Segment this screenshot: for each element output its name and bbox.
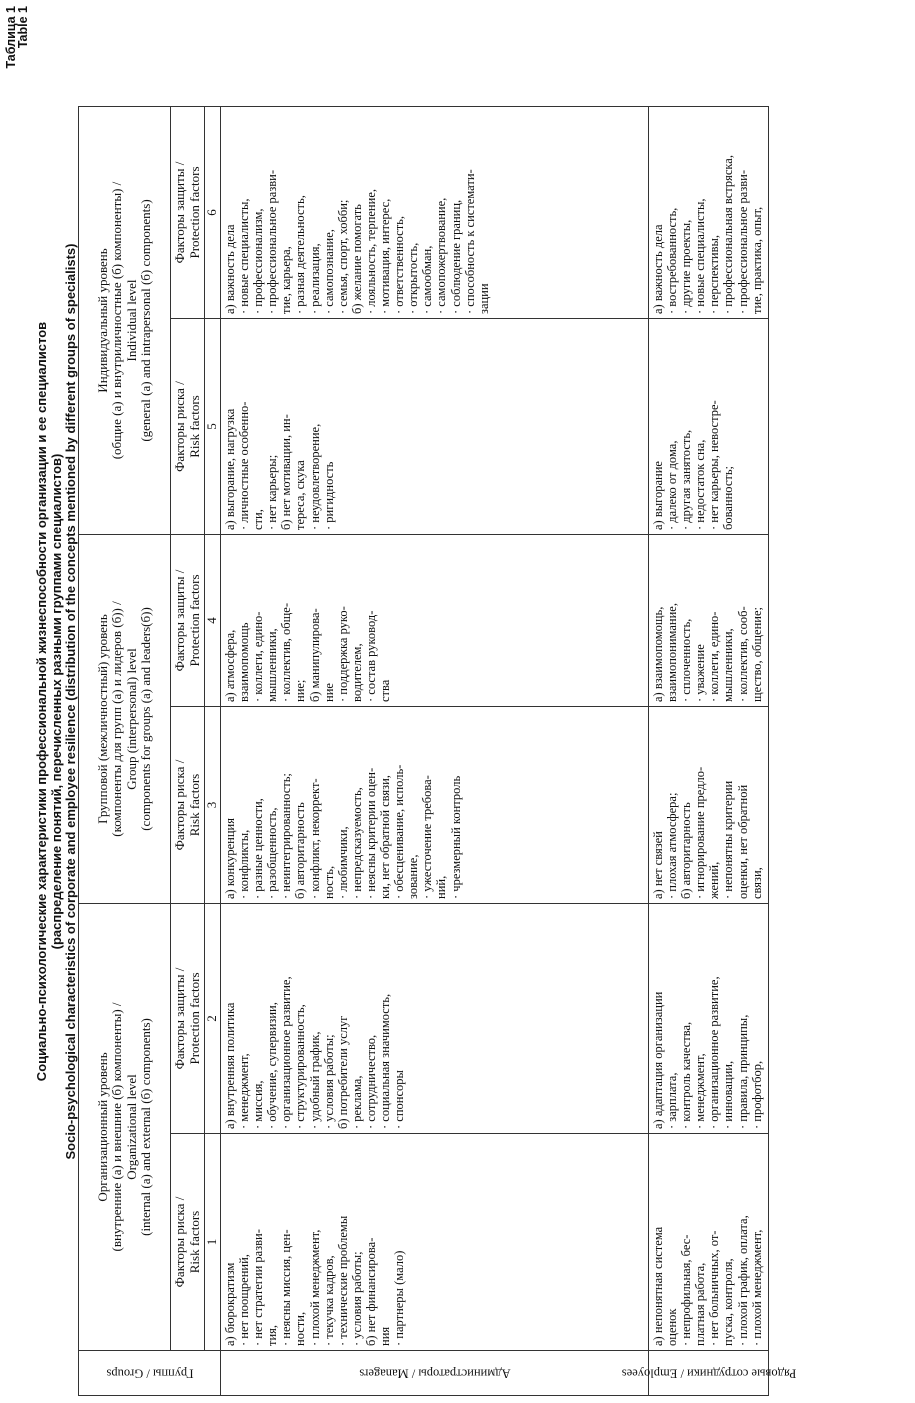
cell-line: · состав руковод-: [363, 610, 378, 702]
employees-col-6: [649, 107, 769, 319]
cell-line: тереса, скука: [293, 460, 308, 530]
cell-line: ние: [321, 683, 336, 702]
cell-line: ния: [378, 1326, 393, 1346]
cell-line: · неясны критерии оцен-: [363, 767, 378, 899]
cell-line: · удобный график,: [307, 1031, 322, 1129]
cell-line: б) авторитарность: [679, 802, 694, 899]
cell-line: · самообман,: [420, 245, 435, 314]
cell-line: · востребованность,: [665, 207, 680, 314]
cell-line: б) манипулирова-: [307, 608, 322, 702]
column-number: 6: [205, 107, 221, 319]
organizational-level-header: Организационный уровень (внутренние (а) и внешние (б) компоненты) / Organizational level (internal (a) and external (б) components): [79, 904, 171, 1351]
cell-line: · перспективы,: [707, 234, 722, 314]
managers-col-3: [221, 707, 649, 904]
cell-line: · способность к системати-: [462, 169, 477, 314]
cell-line: взаимопомощь: [237, 622, 252, 702]
cell-line: · неясны миссия, цен-: [279, 1229, 294, 1346]
cell-line: а) взаимопомощь,: [651, 606, 665, 702]
cell-line: · профессионализм,: [251, 208, 266, 314]
cell-line: связи,: [749, 867, 764, 899]
risk-factors-header-1: Факторы риска / Risk factors: [171, 1134, 205, 1351]
cell-line: · коллеги, едино-: [251, 611, 266, 702]
cell-line: · разобщенность,: [265, 807, 280, 899]
risk-factors-header-3: Факторы риска / Risk factors: [171, 707, 205, 904]
column-number: 5: [205, 319, 221, 535]
cell-line: мышленники,: [721, 628, 736, 702]
cell-line: · менеджмент,: [693, 1053, 708, 1129]
cell-line: · текучка кадров,: [321, 1255, 336, 1346]
cell-line: · плохой график, оплата,: [735, 1215, 750, 1346]
employees-row-header: [621, 1351, 796, 1396]
cell-line: · профессиональное разви-: [735, 169, 750, 314]
cell-line: · технические проблемы: [335, 1215, 350, 1346]
cell-line: · чрезмерный контроль: [448, 775, 463, 899]
cell-line: · другие проекты,: [679, 219, 694, 314]
cell-line: · другая занятость,: [679, 429, 694, 530]
cell-line: · поддержка руко-: [335, 606, 350, 702]
cell-line: жений,: [707, 861, 722, 899]
cell-line: взаимопонимание,: [665, 603, 680, 702]
cell-line: · непрофильная, бес-: [679, 1234, 694, 1346]
cell-line: · плохой менеджмент,: [307, 1229, 322, 1346]
cell-line: · непонятны критерии: [721, 780, 736, 899]
column-number: 4: [205, 535, 221, 707]
employees-row: [649, 107, 769, 1396]
employees-col-2: [649, 904, 769, 1134]
cell-line: · самопожертвование,: [434, 197, 449, 314]
cell-line: ние;: [293, 679, 308, 702]
cell-line: зование,: [406, 854, 421, 899]
cell-line: · сплоченность,: [679, 618, 694, 702]
protection-factors-header-4: Факторы защиты / Protection factors: [171, 535, 205, 707]
cell-line: · недостаток сна,: [693, 439, 708, 530]
table-title-ru: Социально-психологические характеристики профессиональной жизнеспособности организации и ее специалистов: [34, 321, 49, 1082]
cell-line: · нет стратегии разви-: [251, 1229, 266, 1346]
cell-line: · реализация,: [307, 243, 322, 314]
cell-line: · ответственность,: [392, 216, 407, 314]
cell-line: · профессиональное разви-: [265, 169, 280, 314]
cell-line: б) нет мотивации, ин-: [279, 414, 294, 530]
cell-line: · конфликт, некоррект-: [307, 778, 322, 899]
table-title-en: Socio-psychological characteristics of corporate and employee resilience (distribution of the concepts mentioned by different groups of specialists): [63, 243, 78, 1160]
table-label-en: Table 1: [16, 6, 30, 49]
column-number: 2: [205, 904, 221, 1134]
cell-line: оценки, нет обратной: [735, 784, 750, 899]
cell-line: а) конкуренция: [223, 818, 237, 899]
cell-line: · миссия,: [251, 1080, 266, 1129]
managers-col-1: [221, 1134, 649, 1351]
cell-line: · плохая атмосфера;: [665, 792, 680, 899]
cell-line: ний,: [434, 875, 449, 899]
cell-line: · лояльность, терпение,: [363, 189, 378, 314]
cell-line: а) выгорание: [651, 461, 665, 530]
cell-line: · самопознание,: [321, 229, 336, 314]
cell-line: а) бюрократизм: [223, 1262, 237, 1346]
table-title-ru-subtitle: (распределение понятий, перечисленных разными группами специалистов): [49, 453, 64, 950]
cell-line: оценок: [665, 1308, 680, 1346]
cell-line: · коллектив, сооб-: [735, 606, 750, 702]
cell-line: · структурированность,: [293, 1004, 308, 1129]
column-number: 1: [205, 1134, 221, 1351]
cell-line: · коллектив, обще-: [279, 603, 294, 702]
cell-line: · зарплата,: [665, 1072, 680, 1129]
individual-level-header: Индивидуальный уровень (общие (а) и внутриличностные (б) компоненты) / Individual level (general (a) and intrapersonal (б) components): [79, 107, 171, 535]
cell-line: · контроль качества,: [679, 1021, 694, 1129]
cell-line: · коллеги, едино-: [707, 611, 722, 702]
cell-line: · любимчики,: [335, 826, 350, 899]
cell-line: · непредсказуемость,: [349, 787, 364, 899]
cell-line: бованность;: [721, 465, 736, 530]
employees-col-5: [649, 319, 769, 535]
risk-factors-header-5: Факторы риска / Risk factors: [171, 319, 205, 535]
cell-line: · организационное развитие,: [279, 976, 294, 1129]
header-row-numbers: [205, 107, 221, 1396]
cell-line: тия,: [265, 1324, 280, 1346]
managers-label: Администраторы / Managers: [358, 1366, 511, 1381]
cell-line: · новые специалисты,: [693, 198, 708, 314]
cell-line: · разные ценности,: [251, 798, 266, 899]
cell-line: · профессиональная встряска,: [721, 155, 736, 314]
cell-line: ства: [378, 679, 393, 702]
cell-line: б) нет финансирова-: [363, 1237, 378, 1346]
groups-header-label: Группы / Groups: [105, 1366, 194, 1381]
cell-line: · соблюдение границ,: [448, 199, 463, 314]
cell-line: · личностные особенно-: [237, 401, 252, 530]
cell-line: · обесценивание, исполь-: [392, 764, 407, 899]
cell-line: а) важность дела: [223, 224, 237, 314]
cell-line: водителем,: [349, 643, 364, 702]
employees-col-3: [649, 707, 769, 904]
cell-line: · правила, принципы,: [735, 1014, 750, 1129]
cell-line: · нет карьеры;: [265, 454, 280, 530]
cell-line: ность,: [321, 865, 336, 899]
cell-line: а) выгорание, нагрузка: [223, 408, 237, 530]
resilience-table: [78, 106, 796, 1396]
cell-line: б) потребители услуг: [335, 1015, 350, 1129]
cell-line: пуска, контроля,: [721, 1258, 736, 1346]
cell-line: а) адаптация организации: [651, 991, 665, 1129]
cell-line: · неудовлетворение,: [307, 423, 322, 530]
cell-line: · далеко от дома,: [665, 440, 680, 530]
cell-line: ки, нет обратной связи,: [378, 775, 393, 899]
protection-factors-header-6: Факторы защиты / Protection factors: [171, 107, 205, 319]
cell-line: а) внутренняя политика: [223, 1002, 237, 1129]
table-label-ru: Таблица 1: [4, 6, 18, 69]
cell-line: ности,: [293, 1311, 308, 1346]
cell-line: · неинтегрированность;: [279, 773, 294, 899]
employees-col-1: [649, 1134, 769, 1351]
cell-line: · социальная значимость,: [378, 993, 393, 1129]
managers-col-4: [221, 535, 649, 707]
cell-line: а) атмосфера,: [223, 629, 237, 702]
protection-factors-header-2: Факторы защиты / Protection factors: [171, 904, 205, 1134]
cell-line: · спонсоры: [392, 1070, 407, 1129]
cell-line: тие, карьера,: [279, 246, 294, 314]
cell-line: б) желание помогать: [349, 204, 364, 314]
cell-line: · инновации,: [721, 1060, 736, 1129]
cell-line: · нет карьеры, невостре-: [707, 400, 722, 530]
cell-line: мышленники,: [265, 628, 280, 702]
cell-line: сти,: [251, 509, 266, 530]
cell-line: б) авторитарность: [293, 802, 308, 899]
cell-line: · условия работы;: [349, 1251, 364, 1346]
cell-line: · нет больничных, от-: [707, 1230, 722, 1346]
cell-line: · сотрудничество,: [363, 1034, 378, 1129]
cell-line: а) важность дела: [651, 224, 665, 314]
cell-line: · новые специалисты,: [237, 198, 252, 314]
cell-line: · нет поощрений,: [237, 1254, 252, 1346]
cell-line: щество, общение;: [749, 607, 764, 702]
cell-line: · уважение: [693, 644, 708, 702]
cell-line: а) непонятная система: [651, 1226, 665, 1346]
cell-line: · конфликты,: [237, 829, 252, 899]
cell-line: зации: [476, 283, 491, 314]
cell-line: платная работа,: [693, 1262, 708, 1346]
managers-col-6: [221, 107, 649, 319]
cell-line: · условия работы;: [321, 1034, 336, 1129]
groups-header: [79, 1351, 221, 1396]
cell-line: · игнорирование предло-: [693, 766, 708, 899]
cell-line: · открытость,: [406, 242, 421, 314]
managers-row-header: [221, 1351, 649, 1396]
cell-line: · семья, спорт, хобби;: [335, 199, 350, 314]
managers-col-2: [221, 904, 649, 1134]
cell-line: · партнеры (мало): [392, 1250, 407, 1346]
managers-row: [221, 107, 649, 1396]
cell-line: · реклама,: [349, 1075, 364, 1129]
header-row-factors: [171, 107, 205, 1396]
managers-col-5: [221, 319, 649, 535]
group-level-header: Групповой (межличностный) уровень (компоненты для групп (а) и лидеров (б)) / Group (interpersonal) level (components for groups (a) and leaders(б)): [79, 535, 171, 904]
cell-line: · профотбор,: [749, 1060, 764, 1129]
employees-col-4: [649, 535, 769, 707]
cell-line: · мотивация, интерес,: [378, 198, 393, 314]
cell-line: · организационное развитие,: [707, 976, 722, 1129]
cell-line: · обучение, супервизии,: [265, 1002, 280, 1129]
column-number: 3: [205, 707, 221, 904]
cell-line: а) нет связей: [651, 831, 665, 899]
cell-line: · менеджмент,: [237, 1053, 252, 1129]
cell-line: · ужесточение требова-: [420, 775, 435, 899]
cell-line: · ригидность: [321, 461, 336, 530]
header-row-levels: [79, 107, 171, 1396]
cell-line: тие, практика, опыт,: [749, 206, 764, 314]
employees-label: Рядовые сотрудники / Employees: [621, 1366, 796, 1381]
cell-line: · разная деятельность,: [293, 195, 308, 314]
cell-line: · плохой менеджмент,: [749, 1229, 764, 1346]
